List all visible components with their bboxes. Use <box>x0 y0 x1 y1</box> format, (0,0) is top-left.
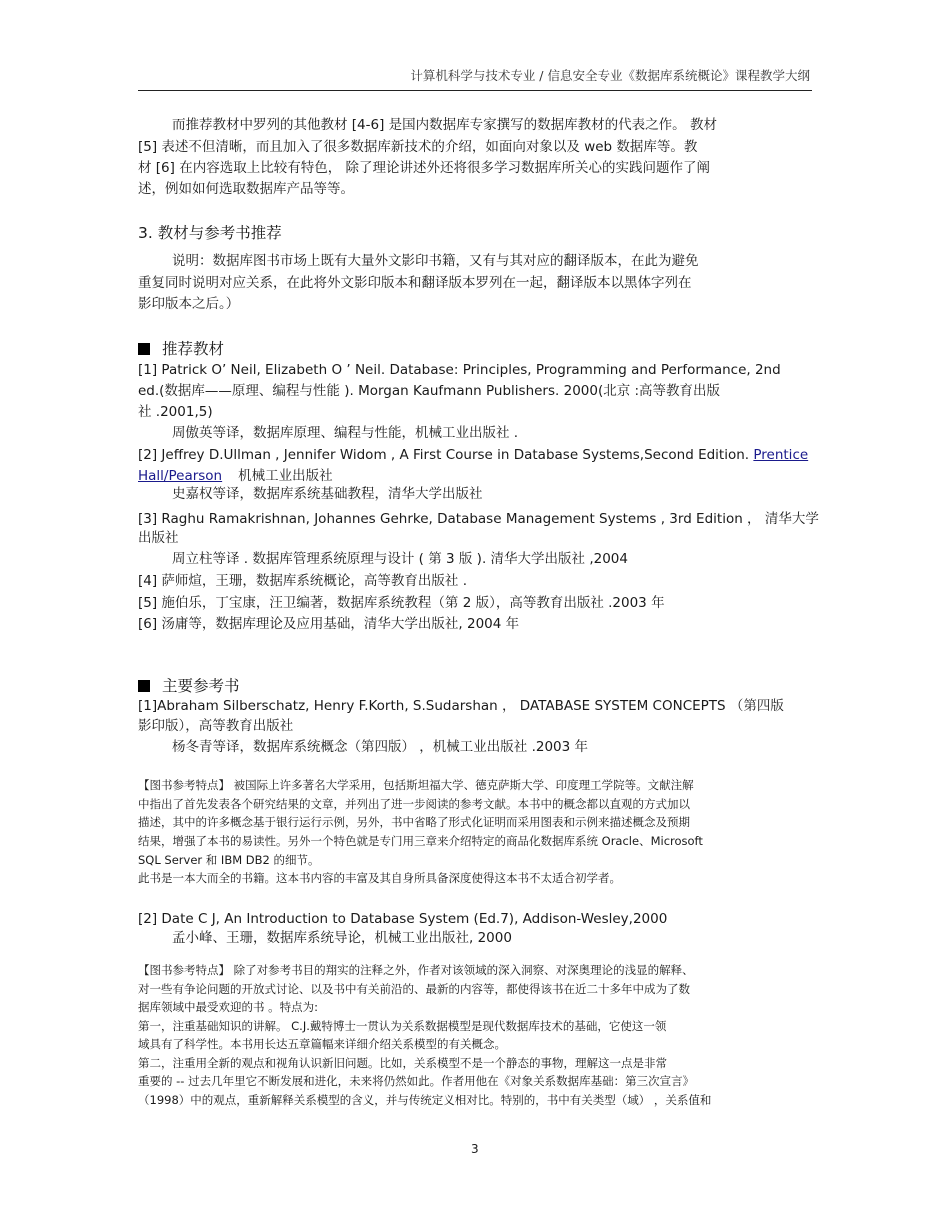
ref-2-feature-line-1: 【图书参考特点】 除了对参考书目的翔实的注释之外，作者对该领域的深入洞察、对深奥理论的浅显的解释、 <box>138 963 694 977</box>
book-2-translation: 史嘉权等译，数据库系统基础教程，清华大学出版社 <box>172 486 483 502</box>
square-bullet-icon <box>138 680 150 692</box>
square-bullet-icon <box>138 343 150 355</box>
ref-2-feature-line-7: 重要的 -- 过去几年里它不断发展和进化，未来将仍然如此。作者用他在《对象关系数据库基础：第三次宣言》 <box>138 1074 695 1088</box>
ref-2-line-1: [2] Date C J, An Introduction to Database System (Ed.7), Addison-Wesley,2000 <box>138 911 668 927</box>
header-rule <box>138 90 812 91</box>
intro-line-2: [5] 表述不但清晰，而且加入了很多数据库新技术的介绍，如面向对象以及 web 数据库等。教 <box>138 139 698 155</box>
book-5: [5] 施伯乐，丁宝康，汪卫编著，数据库系统教程（第 2 版），高等教育出版社 .2003 年 <box>138 595 665 611</box>
ref-2-feature-line-8: （1998）中的观点，重新解释关系模型的含义，并与传统定义相对比。特别的，书中有关类型（域） ，关系值和 <box>138 1093 712 1107</box>
ref-1-translation: 杨冬青等译，数据库系统概念（第四版） ，机械工业出版社 .2003 年 <box>172 739 589 755</box>
ref-1-feature-line-4: 结果，增强了本书的易读性。另外一个特色就是专门用三章来介绍特定的商品化数据库系统 Oracle、Microsoft <box>138 834 703 848</box>
references-heading <box>138 674 240 696</box>
hall-pearson-link[interactable]: Hall/Pearson <box>138 468 223 484</box>
note-line-2: 重复同时说明对应关系，在此将外文影印版本和翻译版本罗列在一起，翻译版本以黑体字列在 <box>138 275 692 291</box>
prentice-link[interactable]: Prentice <box>753 447 809 463</box>
ref-1-feature-line-5: SQL Server 和 IBM DB2 的细节。 <box>138 853 320 867</box>
intro-line-3: 材 [6] 在内容选取上比较有特色， 除了理论讲述外还将很多学习数据库所关心的实践问题作了阐 <box>138 160 710 176</box>
ref-2-feature-line-3: 据库领域中最受欢迎的书 。特点为: <box>138 1000 319 1014</box>
note-line-1: 说明：数据库图书市场上既有大量外文影印书籍，又有与其对应的翻译版本，在此为避免 <box>172 253 699 269</box>
book-3-line-1: [3] Raghu Ramakrishnan, Johannes Gehrke, Database Management Systems , 3rd Edition ， 清华大学 <box>138 511 819 527</box>
book-2-publisher: 机械工业出版社 <box>238 468 333 484</box>
book-1-line-3: 社 .2001,5) <box>138 404 213 420</box>
book-4: [4] 萨师煊，王珊，数据库系统概论，高等教育出版社 . <box>138 573 467 589</box>
ref-2-feature-line-2: 对一些有争论问题的开放式讨论、以及书中有关前沿的、最新的内容等，都使得该书在近二十多年中成为了数 <box>138 982 690 996</box>
ref-2-feature-line-6: 第二，注重用全新的观点和视角认识新旧问题。比如，关系模型不是一个静态的事物，理解这一点是非常 <box>138 1056 667 1070</box>
book-3-line-2: 出版社 <box>138 530 179 546</box>
intro-line-4: 述，例如如何选取数据库产品等等。 <box>138 181 354 197</box>
book-1-line-1: [1] Patrick O’ Neil, Elizabeth O ’ Neil. Database: Principles, Programming and Performance, 2nd <box>138 362 781 378</box>
section-heading: 3. 教材与参考书推荐 <box>138 224 282 242</box>
note-line-3: 影印版本之后。） <box>138 296 240 312</box>
ref-1-line-2: 影印版），高等教育出版社 <box>138 718 294 734</box>
ref-1-feature-line-1: 【图书参考特点】 被国际上许多著名大学采用，包括斯坦福大学、德克萨斯大学、印度理工学院等。文献注解 <box>138 778 694 792</box>
book-2-line-2 <box>138 468 333 485</box>
ref-2-translation: 孟小峰、王珊，数据库系统导论，机械工业出版社, 2000 <box>172 930 512 946</box>
references-heading-text: 主要参考书 <box>162 677 240 695</box>
recommended-heading-text: 推荐教材 <box>162 340 225 358</box>
book-6: [6] 汤庸等，数据库理论及应用基础，清华大学出版社, 2004 年 <box>138 616 520 632</box>
book-3-translation: 周立柱等译 . 数据库管理系统原理与设计 ( 第 3 版 ). 清华大学出版社 ,2004 <box>172 551 628 567</box>
intro-line-1: 而推荐教材中罗列的其他教材 [4-6] 是国内数据库专家撰写的数据库教材的代表之作。 教材 <box>172 117 717 133</box>
ref-1-feature-line-3: 描述，其中的许多概念基于银行运行示例，另外，书中省略了形式化证明而采用图表和示例来描述概念及预期 <box>138 815 690 829</box>
page-number: 3 <box>471 1142 479 1156</box>
book-2-text: [2] Jeffrey D.Ullman , Jennifer Widom , A First Course in Database Systems,Second Edition. <box>138 447 750 463</box>
book-1-translation: 周傲英等译，数据库原理、编程与性能，机械工业出版社 . <box>172 425 519 441</box>
ref-1-line-1: [1]Abraham Silberschatz, Henry F.Korth, S.Sudarshan ， DATABASE SYSTEM CONCEPTS （第四版 <box>138 698 784 714</box>
ref-1-feature-line-2: 中指出了首先发表各个研究结果的文章，并列出了进一步阅读的参考文献。本书中的概念都以直观的方式加以 <box>138 797 690 811</box>
recommended-heading <box>138 337 224 359</box>
book-1-line-2: ed.(数据库——原理、编程与性能 ). Morgan Kaufmann Publishers. 2000(北京 :高等教育出版 <box>138 383 721 399</box>
ref-1-feature-line-6: 此书是一本大而全的书籍。这本书内容的丰富及其自身所具备深度使得这本书不太适合初学者。 <box>138 871 621 885</box>
ref-2-feature-line-4: 第一，注重基础知识的讲解。 C.J.戴特博士一贯认为关系数据模型是现代数据库技术的基础，它使这一领 <box>138 1019 667 1033</box>
ref-2-feature-line-5: 域具有了科学性。本书用长达五章篇幅来详细介绍关系模型的有关概念。 <box>138 1037 506 1051</box>
book-2-line-1 <box>138 447 808 464</box>
page-header: 计算机科学与技术专业 / 信息安全专业《数据库系统概论》课程教学大纲 <box>410 68 810 83</box>
